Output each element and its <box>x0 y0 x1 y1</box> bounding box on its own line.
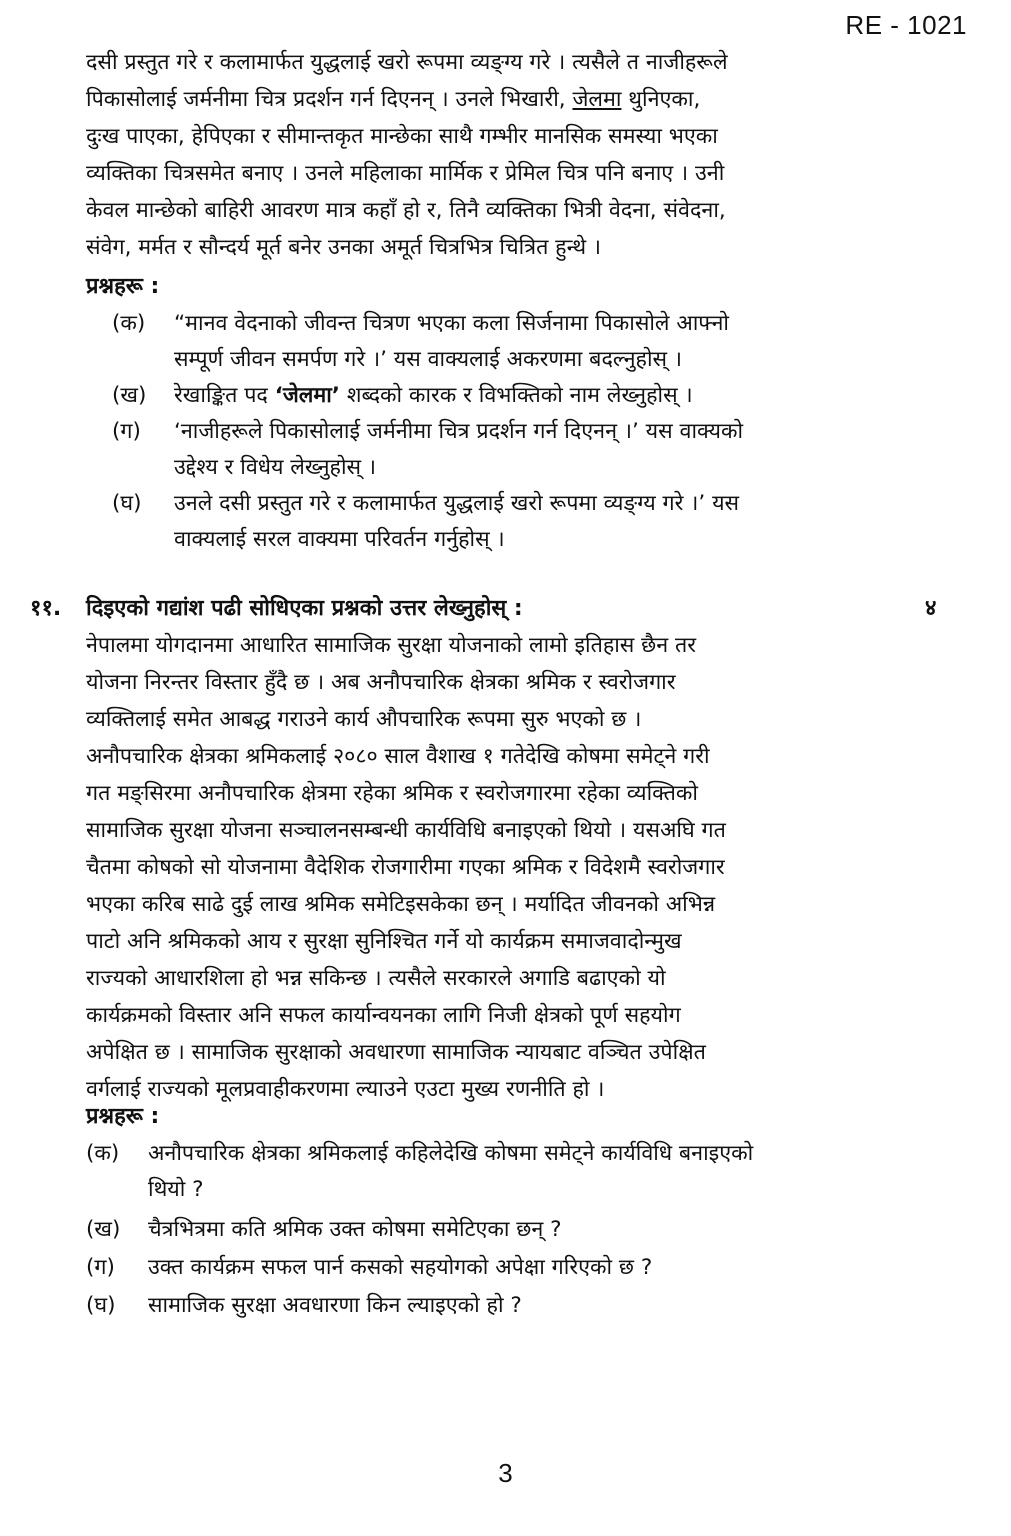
question-item <box>86 1288 966 1326</box>
passage-line: भएका करिब साढे दुई लाख श्रमिक समेटिइसकेका छन् । मर्यादित जीवनको अभिन्न <box>86 892 716 917</box>
question-label: (क) <box>112 311 146 336</box>
question-text: चैत्रभित्रमा कति श्रमिक उक्त कोषमा समेटिएका छन् ? <box>148 1217 562 1242</box>
section-title: दिइएको गद्यांश पढी सोधिएका प्रश्नको उत्तर लेख्नुहोस् : <box>86 596 523 621</box>
question-item <box>86 1212 966 1250</box>
question-list <box>86 1136 966 1326</box>
questions-heading: प्रश्नहरू : <box>86 1104 160 1129</box>
passage-line: कार्यक्रमको विस्तार अनि सफल कार्यान्वयनका लागि निजी क्षेत्रको पूर्ण सहयोग <box>86 1003 681 1028</box>
question-text: सामाजिक सुरक्षा अवधारणा किन ल्याइएको हो ? <box>148 1293 522 1318</box>
question-label: (घ) <box>112 491 142 516</box>
passage-line: केवल मान्छेको बाहिरी आवरण मात्र कहाँ हो र, तिनै व्यक्तिका भित्री वेदना, संवेदना, <box>86 198 726 223</box>
question-item <box>112 306 967 378</box>
question-label: (क) <box>86 1141 120 1166</box>
question-text: उनले दसी प्रस्तुत गरे र कलामार्फत युद्धलाई खरो रूपमा व्यङ्ग्य गरे ।’ यस <box>174 491 740 516</box>
question-item <box>112 414 967 486</box>
question-text: थियो ? <box>148 1177 204 1202</box>
passage-line: चैतमा कोषको सो योजनामा वैदेशिक रोजगारीमा गएका श्रमिक र विदेशमै स्वरोजगार <box>86 855 725 880</box>
passage-line: नेपालमा योगदानमा आधारित सामाजिक सुरक्षा योजनाको लामो इतिहास छैन तर <box>86 633 697 658</box>
question-label: (ग) <box>112 419 141 444</box>
passage-section-11 <box>86 627 966 1108</box>
question-item <box>86 1250 966 1288</box>
passage-line: संवेग, मर्मत र सौन्दर्य मूर्त बनेर उनका अमूर्त चित्रभित्र चित्रित हुन्थे । <box>86 235 602 260</box>
question-label: (ख) <box>112 383 147 408</box>
question-text: ‘नाजीहरूले पिकासोलाई जर्मनीमा चित्र प्रदर्शन गर्न दिएनन् ।’ यस वाक्यको <box>174 419 744 444</box>
bold-term: ‘जेलमा’ <box>274 383 340 408</box>
question-text: उक्त कार्यक्रम सफल पार्न कसको सहयोगको अपेक्षा गरिएको छ ? <box>148 1255 653 1280</box>
question-text: वाक्यलाई सरल वाक्यमा परिवर्तन गर्नुहोस् । <box>174 527 505 552</box>
question-item <box>112 378 967 414</box>
question-label: (ख) <box>86 1217 121 1242</box>
passage-line: राज्यको आधारशिला हो भन्न सकिन्छ । त्यसैले सरकारले अगाडि बढाएको यो <box>86 966 666 991</box>
passage-line: व्यक्तिलाई समेत आबद्ध गराउने कार्य औपचारिक रूपमा सुरु भएको छ । <box>86 707 642 732</box>
passage-line: गत मङ्सिरमा अनौपचारिक क्षेत्रमा रहेका श्रमिक र स्वरोजगारमा रहेका व्यक्तिको <box>86 781 698 806</box>
section-number: ११. <box>30 596 62 621</box>
passage-line: योजना निरन्तर विस्तार हुँदै छ । अब अनौपचारिक क्षेत्रका श्रमिक र स्वरोजगार <box>86 670 676 695</box>
question-text: अनौपचारिक क्षेत्रका श्रमिकलाई कहिलेदेखि कोषमा समेट्ने कार्यविधि बनाइएको <box>148 1141 754 1166</box>
questions-heading: प्रश्नहरू : <box>86 274 160 299</box>
passage-line: सामाजिक सुरक्षा योजना सञ्चालनसम्बन्धी कार्यविधि बनाइएको थियो । यसअघि गत <box>86 818 726 843</box>
passage-line: अपेक्षित छ । सामाजिक सुरक्षाको अवधारणा सामाजिक न्यायबाट वञ्चित उपेक्षित <box>86 1040 706 1065</box>
passage-continuation <box>86 44 966 266</box>
question-text: “मानव वेदनाको जीवन्त चित्रण भएका कला सिर्जनामा पिकासोले आफ्नो <box>174 311 729 336</box>
passage-line: दसी प्रस्तुत गरे र कलामार्फत युद्धलाई खरो रूपमा व्यङ्ग्य गरे । त्यसैले त नाजीहरूले <box>86 50 728 75</box>
question-label: (ग) <box>86 1255 115 1280</box>
question-item <box>112 486 967 558</box>
question-text: उद्देश्य र विधेय लेख्नुहोस् । <box>174 455 377 480</box>
passage-line: दुःख पाएका, हेपिएका र सीमान्तकृत मान्छेका साथै गम्भीर मानसिक समस्या भएका <box>86 124 718 149</box>
passage-line: पिकासोलाई जर्मनीमा चित्र प्रदर्शन गर्न दिएनन् । उनले भिखारी, जेलमा थुनिएका, <box>86 87 701 112</box>
question-label: (घ) <box>86 1293 116 1318</box>
passage-line: वर्गलाई राज्यको मूलप्रवाहीकरणमा ल्याउने एउटा मुख्य रणनीति हो । <box>86 1077 605 1102</box>
underlined-word: जेलमा <box>572 87 622 112</box>
passage-line: व्यक्तिका चित्रसमेत बनाए । उनले महिलाका मार्मिक र प्रेमिल चित्र पनि बनाए । उनी <box>86 161 725 186</box>
question-list <box>112 306 967 558</box>
passage-line: अनौपचारिक क्षेत्रका श्रमिकलाई २०८० साल वैशाख १ गतेदेखि कोषमा समेट्ने गरी <box>86 744 710 769</box>
question-item <box>86 1136 966 1212</box>
section-marks: ४ <box>925 596 937 621</box>
question-text: सम्पूर्ण जीवन समर्पण गरे ।’ यस वाक्यलाई अकरणमा बदल्नुहोस् । <box>174 347 683 372</box>
passage-line: पाटो अनि श्रमिकको आय र सुरक्षा सुनिश्चित गर्ने यो कार्यक्रम समाजवादोन्मुख <box>86 929 682 954</box>
exam-code: RE - 1021 <box>845 10 967 40</box>
page-number: 3 <box>498 1458 513 1488</box>
question-text: रेखाङ्कित पद ‘जेलमा’ शब्दको कारक र विभक्तिको नाम लेख्नुहोस् । <box>174 383 693 408</box>
